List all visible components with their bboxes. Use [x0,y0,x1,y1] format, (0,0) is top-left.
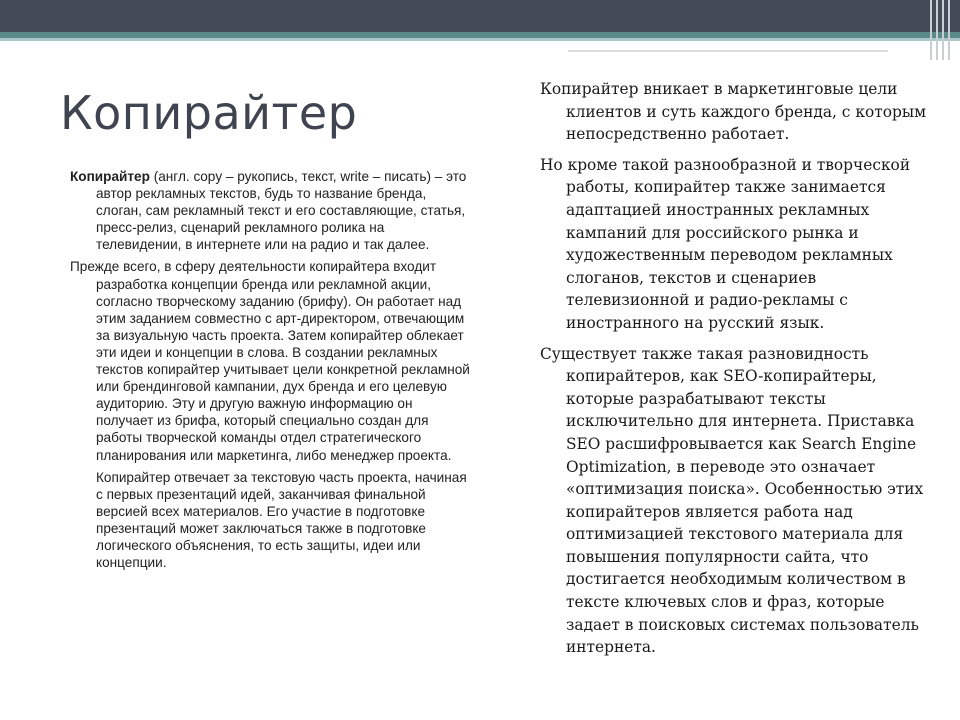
header-bar [0,0,960,32]
right-paragraph-1: Копирайтер вникает в маркетинговые цели клиентов и суть каждого бренда, с которым непосредственно работает. [540,80,927,144]
right-paragraph-3: Существует также такая разновидность копирайтеров, как SEO-копирайтеры, которые разрабатывают тексты исключительно для интернета. Приставка SEO расшифровывается как Search Engine Optimization, в переводе это означает «оптимизация поиска». Особенностью этих копирайтеров является работа над оптимизацией текстового материала для повышения популярности сайта, что достигается необходимым количеством в тексте ключевых слов и фраз, которые задает в поисковых системах пользователь интернета. [540,344,924,657]
term: Копирайтер [70,169,150,184]
accent-line [568,50,888,52]
slide-title: Копирайтер [60,86,358,140]
left-column [70,168,470,576]
left-paragraph-2: Прежде всего, в сферу деятельности копирайтера входит разработка концепции бренда или рекламной акции, согласно творческому заданию (брифу). Он работает над этим заданием совместно с арт-директором, отвечающим за визуальную часть проекта. Затем копирайтер облекает эти идеи и концепции в слова. В создании рекламных текстов копирайтер учитывает цели конкретной рекламной или брендинговой кампании, дух бренда и его целевую аудиторию. Эту и другую важную информацию он получает из брифа, который специально создан для работы творческой команды отдел стратегического планирования или маркетинга, либо менеджер проекта. [70,259,470,463]
definition-paragraph [70,168,470,253]
right-column [540,78,940,667]
definition-text: (англ. copy – рукопись, текст, write – писать) – это автор рекламных текстов, будь то название бренда, слоган, сам рекламный текст и его составляющие, статья, пресс-релиз, сценарий рекламного ролика на телевидении, в интернете или на радио и так далее. [96,169,467,253]
left-paragraph-3: Копирайтер отвечает за текстовую часть проекта, начиная с первых презентаций идей, заканчивая финальной версией всех материалов. Его участие в подготовке презентаций может заключаться также в подготовке логического объяснения, то есть защиты, идеи или концепции. [96,469,467,571]
right-paragraph-2: Но кроме такой разнообразной и творческой работы, копирайтер также занимается адаптацией иностранных рекламных кампаний для российского рынка и художественным переводом рекламных слоганов, текстов и сценариев телевизионной и радио-рекламы с иностранного на русский язык. [540,155,911,332]
corner-decoration [928,0,952,60]
header-stripe-light [0,38,960,41]
